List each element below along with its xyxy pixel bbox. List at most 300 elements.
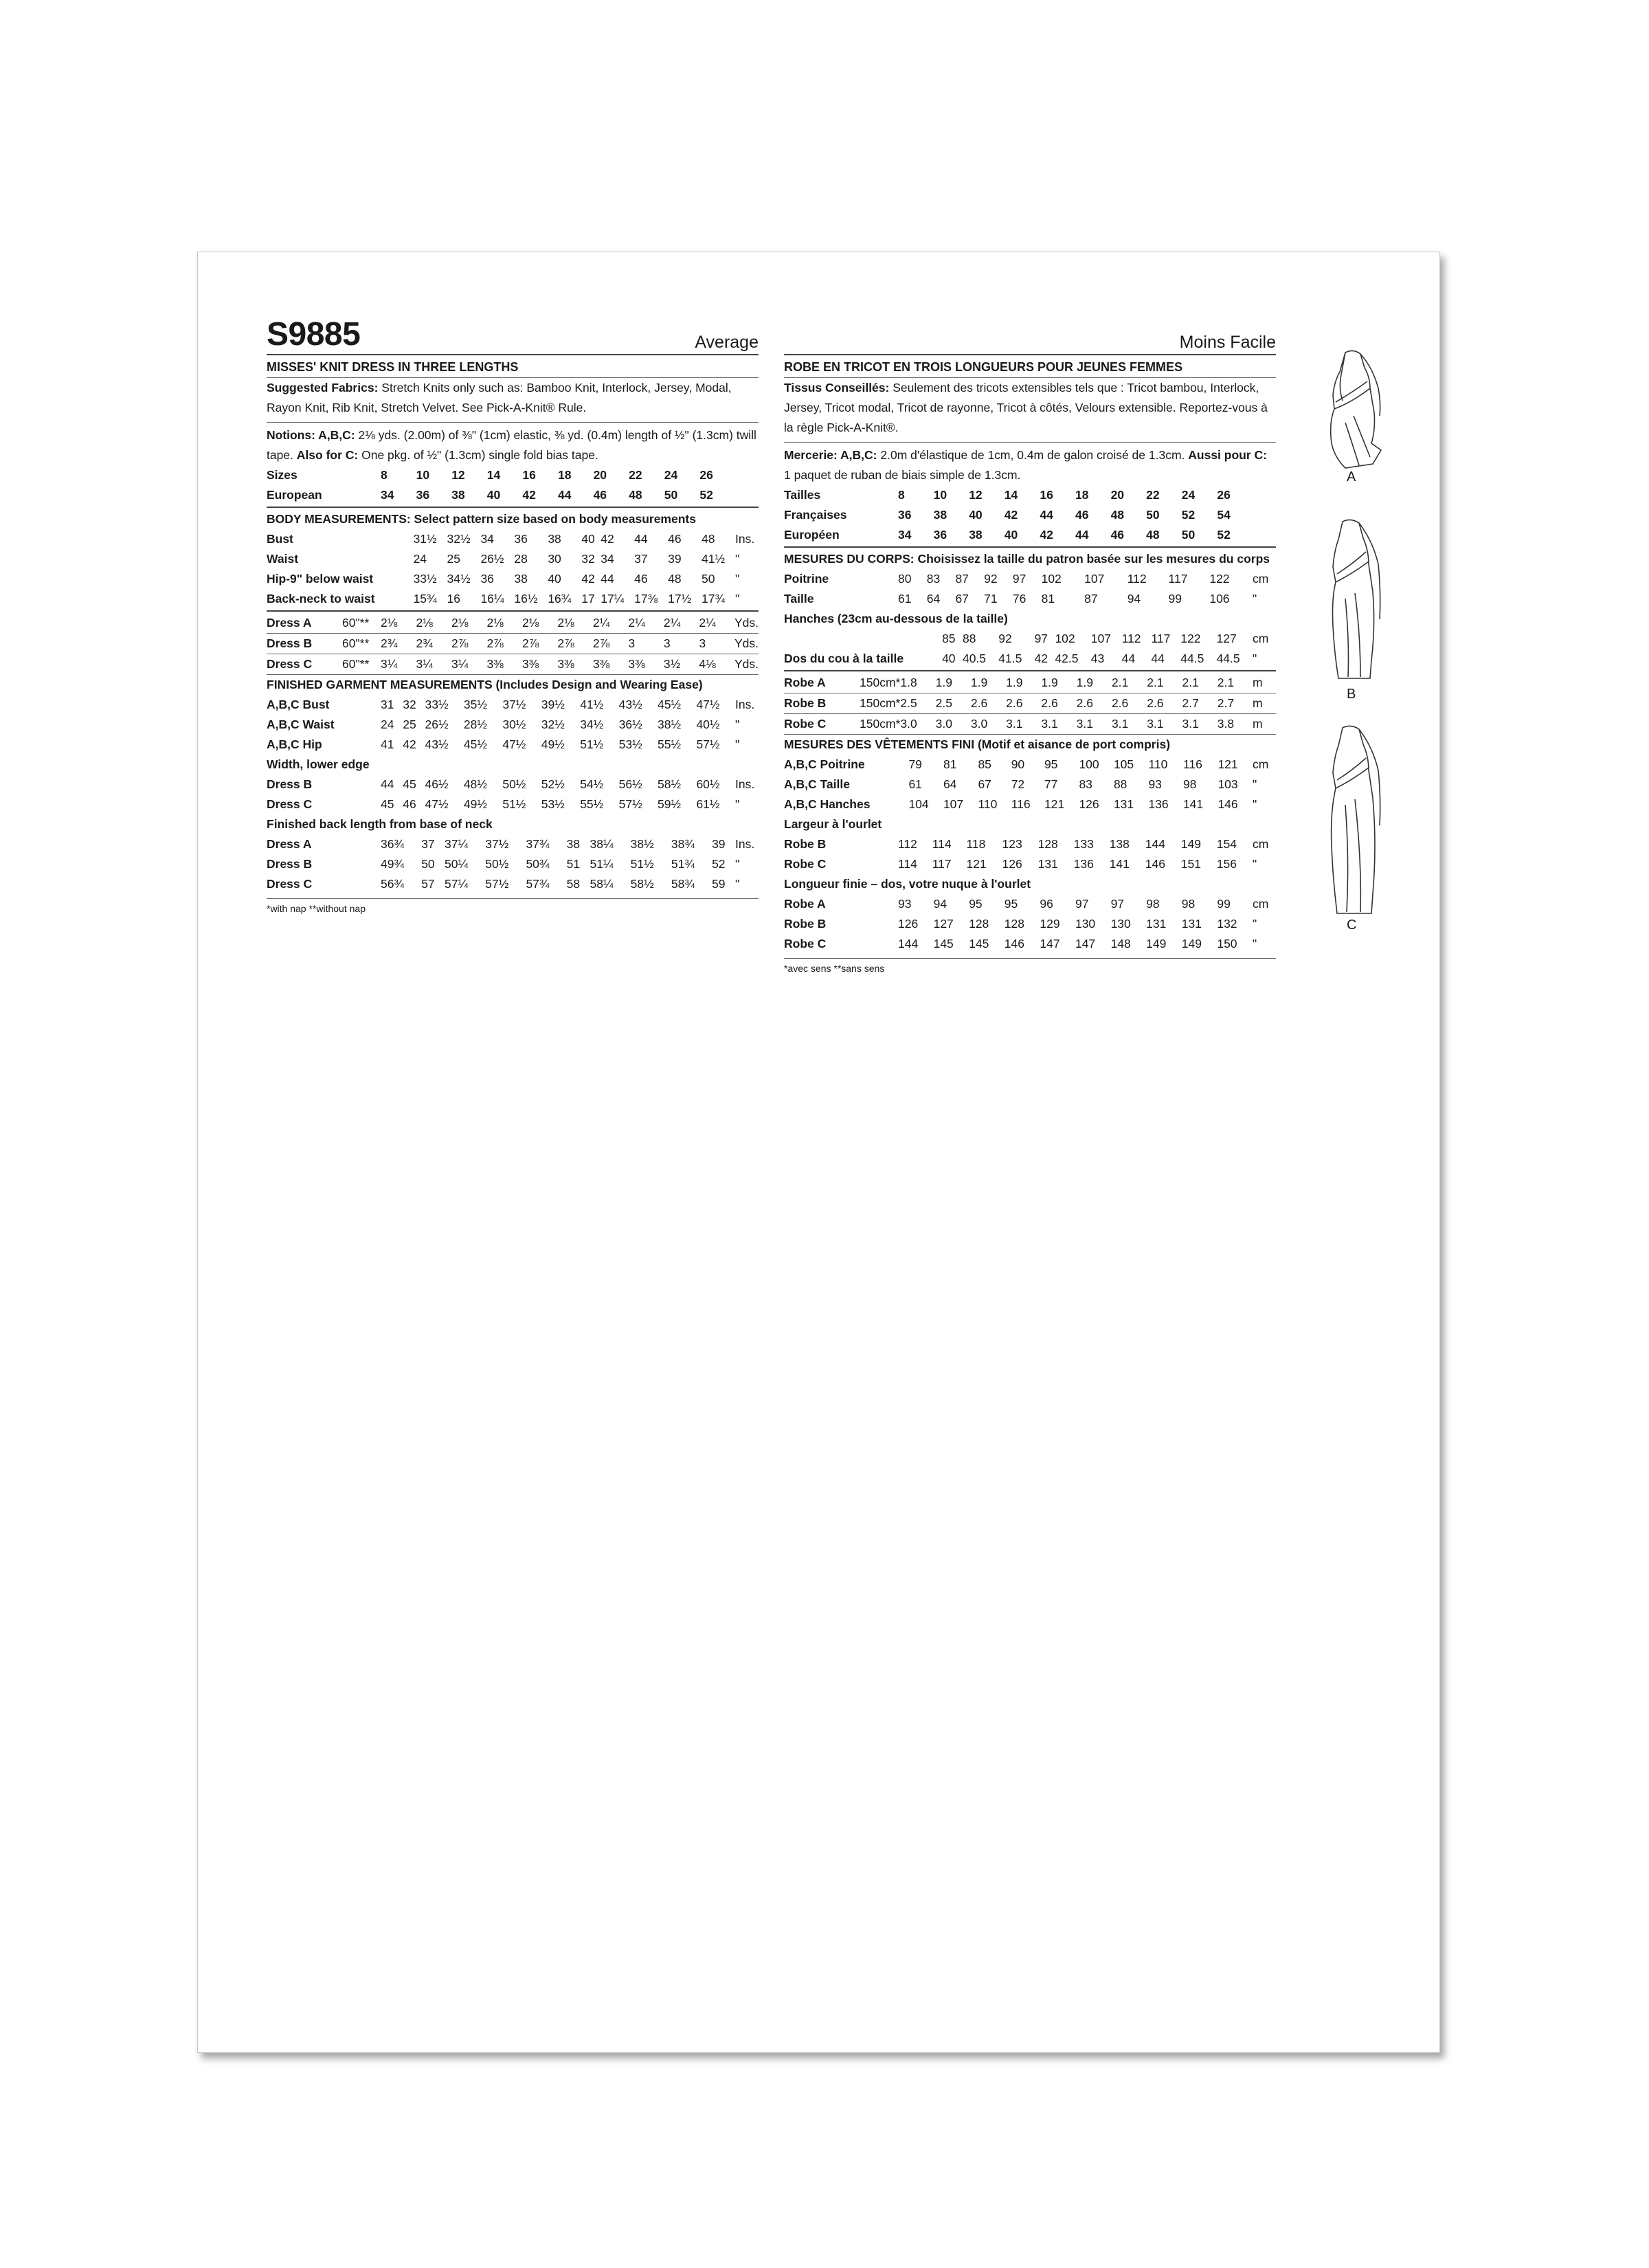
unit: " [735,797,740,811]
row-label: Dos du cou à la taille [784,652,904,665]
table-cell: 3.1 [1041,714,1076,735]
unit: Ins. [735,698,755,711]
table-cell: 107 [1090,632,1111,645]
table-cell: 2¼ [628,613,663,634]
table-cell: 40½ [696,718,720,731]
view-label: C [1347,918,1357,933]
table-row [784,649,1276,669]
table-row [267,854,759,874]
table-cell: 45½ [658,698,682,711]
table-cell: 16 [447,592,460,605]
notions-label: Notions: A,B,C: [267,428,355,442]
spacer [342,854,381,874]
table-cell: 131 [1146,917,1167,931]
table-cell: 40 [548,572,561,586]
table-cell: 46 [1075,508,1089,522]
fabric-width: 60"** [342,613,381,634]
table-cell: 3⅜ [522,654,557,675]
table-cell: 52 [699,488,713,502]
table-cell: 54 [1217,508,1231,522]
table-cell: 48 [702,532,715,546]
table-cell: 44 [1121,652,1136,665]
table-cell: 57¾ [526,877,550,891]
table-cell: 1.9 [1077,673,1112,693]
table-cell: 146 [1218,797,1238,811]
table-cell: 117 [932,857,952,871]
table-row [267,613,759,634]
spacer [860,485,898,505]
table-cell: 55½ [580,797,604,811]
spacer [860,589,898,609]
pattern-number: S9885 [267,316,361,353]
table-cell: 42 [601,532,614,546]
table-cell: 34 [480,532,494,546]
unit: cm [1253,897,1269,911]
row-label: Hip-9" below waist [267,572,374,586]
table-cell: 38½ [658,718,682,731]
table-cell: 31 [381,698,394,711]
table-cell: 3.1 [1006,714,1041,735]
divider [267,610,759,612]
table-cell: 59½ [658,797,682,811]
table-row [267,569,759,589]
row-label: Poitrine [784,572,829,586]
table-cell: 2⅞ [451,634,486,654]
view-label: B [1347,687,1356,702]
width-table [267,775,759,814]
table-cell: 42 [522,488,536,502]
table-cell: 131 [1181,917,1202,931]
table-cell: 110 [1148,757,1168,771]
table-cell: 20 [593,468,607,482]
table-cell: 50 [702,572,715,586]
table-cell: 147 [1075,937,1096,950]
table-cell: 92 [984,572,998,586]
table-cell: 3¼ [416,654,451,675]
table-cell: 2.1 [1147,673,1182,693]
spacer [870,775,908,794]
table-cell: 38 [933,508,947,522]
table-cell: 57 [421,877,435,891]
finished-measurements-table [267,695,759,755]
table-cell: 3.1 [1112,714,1147,735]
row-label: A,B,C Waist [267,718,335,731]
table-cell: 99 [1168,592,1182,605]
table-cell: 39½ [541,698,565,711]
table-cell: 26 [699,468,713,482]
table-cell: 71 [984,592,998,605]
table-cell: 97 [1110,897,1125,911]
spacer [342,874,381,894]
table-row [784,775,1276,794]
table-cell: 36 [480,572,494,586]
table-cell: 22 [1146,488,1160,502]
row-label: Dress C [267,877,313,891]
table-cell: 48 [668,572,682,586]
spacer [342,735,381,755]
table-cell: 2⅞ [486,634,521,654]
table-cell: 149 [1181,937,1202,950]
table-cell: 38 [514,572,528,586]
table-cell: 38¼ [590,837,614,851]
english-header [267,316,759,355]
table-cell: 117 [1168,572,1188,586]
table-cell: 144 [1145,837,1165,851]
divider [267,507,759,508]
table-row [784,589,1276,609]
table-cell: 50 [1181,528,1196,542]
notions-label-fr: Mercerie: A,B,C: [784,448,877,462]
table-cell: 46½ [425,777,449,791]
finished-measurements-heading: FINISHED GARMENT MEASUREMENTS (Includes Design and Wearing Ease) [267,678,703,691]
table-row [784,485,1276,505]
row-label: Robe A [784,673,860,693]
table-cell: 40 [969,508,983,522]
spacer [342,775,381,794]
unit: cm [1253,837,1269,851]
table-row [784,854,1276,874]
table-cell: 33½ [425,698,449,711]
table-cell: 126 [1079,797,1099,811]
pattern-title-fr: ROBE EN TRICOT EN TROIS LONGUEURS POUR JEUNES FEMMES [784,358,1276,378]
row-label: Taille [784,592,814,605]
spacer [860,525,898,545]
table-cell: 39 [712,837,726,851]
table-cell: 2.6 [1041,693,1076,714]
width-heading-fr: Largeur à l'ourlet [784,817,882,831]
table-cell: 133 [1073,837,1094,851]
table-cell: 88 [1113,777,1128,791]
table-cell: 38 [548,532,561,546]
size-table [267,465,759,505]
table-cell: 2⅛ [557,613,592,634]
unit: " [735,552,740,566]
table-cell: 3.1 [1077,714,1112,735]
table-cell: 94 [933,897,947,911]
fabrics-text: Stretch Knits only such as: Bamboo Knit, Interlock, Jersey, Modal, Rayon Knit, Rib Knit, Stretch Velvet. See Pick-A-Knit® Rule. [267,381,732,414]
fabric-width: 150cm* [860,714,900,735]
notions-c-label: Also for C: [296,448,359,462]
table-cell: 61 [898,592,912,605]
table-cell: 50½ [502,777,526,791]
dress-a-icon [1304,347,1407,478]
table-cell: 1.9 [1041,673,1076,693]
table-cell: 127 [933,917,954,931]
table-cell: 3 [664,634,699,654]
table-cell: 36 [898,508,912,522]
table-cell: 88 [962,632,976,645]
table-row [267,775,759,794]
table-cell: 47½ [696,698,720,711]
table-cell: 38 [566,837,581,851]
table-cell: 67 [978,777,991,791]
table-cell: 58½ [658,777,682,791]
table-cell: 37½ [485,837,509,851]
table-cell: 145 [969,937,989,950]
table-cell: 36 [416,488,430,502]
table-row [267,715,759,735]
table-cell: 99 [1217,897,1231,911]
table-cell: 122 [1209,572,1230,586]
table-cell: 103 [1218,777,1238,791]
table-row [267,465,759,485]
spacer [904,629,942,649]
table-cell: 16 [522,468,536,482]
table-cell: 46 [593,488,607,502]
table-cell: 43½ [618,698,642,711]
unit: Ins. [735,532,755,546]
table-cell: 58½ [630,877,654,891]
row-label: Waist [267,552,299,566]
spacer [904,649,942,669]
table-cell: 131 [1037,857,1058,871]
unit: cm [1253,632,1269,645]
spacer [860,914,898,934]
spacer [342,695,381,715]
table-cell: 136 [1073,857,1094,871]
divider [784,670,1276,671]
unit: " [1253,777,1257,791]
length-table-fr [784,894,1276,954]
table-row [784,525,1276,545]
row-label: Robe B [784,837,827,851]
table-cell: 79 [908,757,922,771]
table-cell: 149 [1146,937,1167,950]
table-cell: 15¾ [413,592,437,605]
table-cell: 141 [1182,797,1204,811]
spacer [375,569,414,589]
table-cell: 98 [1181,897,1196,911]
spacer [860,834,898,854]
table-cell: 95 [1004,897,1018,911]
row-label: Dress C [267,797,313,811]
table-cell: 49¾ [381,857,405,871]
table-cell: 76 [1012,592,1027,605]
unit: m [1253,693,1276,714]
table-cell: 53½ [618,737,642,751]
unit: " [735,737,740,751]
row-label: Dress B [267,777,313,791]
table-cell: 49½ [541,737,565,751]
table-cell: 14 [1004,488,1018,502]
table-row [784,505,1276,525]
table-cell: 32 [403,698,416,711]
table-cell: 100 [1079,757,1099,771]
table-cell: 56¾ [381,877,405,891]
table-cell: 2⅞ [557,634,592,654]
size-table-fr [784,485,1276,545]
table-cell: 104 [908,797,929,811]
table-cell: 81 [1041,592,1055,605]
table-cell: 37¾ [526,837,550,851]
table-cell: 44 [601,572,614,586]
table-cell: 145 [933,937,954,950]
row-label: Dress A [267,613,342,634]
table-cell: 17½ [668,592,692,605]
table-cell: 42 [1004,508,1018,522]
table-cell: 37½ [502,698,526,711]
table-cell: 121 [1044,797,1065,811]
table-cell: 44 [557,488,572,502]
table-cell: 50¾ [526,857,550,871]
table-cell: 2⅛ [416,613,451,634]
table-cell: 42 [1034,652,1048,665]
table-cell: 38 [969,528,983,542]
view-label: A [1347,469,1356,485]
unit: " [735,572,740,586]
table-cell: 61 [908,777,922,791]
table-cell: 17¼ [601,592,625,605]
table-cell: 52 [712,857,726,871]
table-cell: 147 [1040,937,1060,950]
table-cell: 52 [1181,508,1196,522]
table-cell: 3¼ [381,654,416,675]
table-cell: 16 [1040,488,1053,502]
row-label: Robe C [784,857,827,871]
table-cell: 52½ [541,777,565,791]
table-cell: 40 [486,488,501,502]
table-cell: 87 [1084,592,1098,605]
table-cell: 98 [1146,897,1160,911]
spacer [860,854,898,874]
table-cell: 10 [416,468,430,482]
dress-b-icon [1304,516,1407,688]
table-cell: 24 [664,468,678,482]
table-cell: 50 [421,857,435,871]
table-cell: 40.5 [962,652,987,665]
table-cell: 42 [581,572,595,586]
unit: " [1253,937,1257,950]
notions-fr [784,445,1276,485]
table-cell: 95 [969,897,983,911]
table-cell: 107 [943,797,964,811]
table-cell: 59 [712,877,726,891]
row-label: A,B,C Hanches [784,797,871,811]
fabric-width: 150cm* [860,673,900,693]
row-label: Dress A [267,837,312,851]
table-cell: 151 [1180,857,1201,871]
table-cell: 34½ [447,572,471,586]
length-table [267,834,759,894]
table-cell: 16¼ [480,592,504,605]
table-cell: 46 [634,572,648,586]
table-cell: 2¾ [416,634,451,654]
row-label: Françaises [784,508,847,522]
table-cell: 31½ [413,532,437,546]
row-label: Dress B [267,634,342,654]
table-cell: 121 [1218,757,1238,771]
table-row [784,755,1276,775]
table-cell: 42 [1040,528,1053,542]
table-row [784,693,1276,714]
table-row [784,894,1276,914]
table-cell: 146 [1004,937,1024,950]
table-cell: 8 [898,488,905,502]
table-cell: 36¾ [381,837,405,851]
row-label: A,B,C Bust [267,698,330,711]
table-cell: 2.7 [1218,693,1253,714]
notions-text-fr: 2.0m d'élastique de 1cm, 0.4m de galon croisé de 1.3cm. [877,448,1189,462]
table-cell: 8 [381,468,388,482]
table-cell: 132 [1217,917,1237,931]
table-cell: 141 [1109,857,1130,871]
unit [1253,485,1276,505]
table-cell: 17 [581,592,595,605]
table-cell: 20 [1110,488,1125,502]
hip-table-fr [784,629,1276,669]
yardage-table [267,613,759,675]
table-cell: 18 [557,468,572,482]
unit [1253,505,1276,525]
table-cell: 45 [381,797,394,811]
table-cell: 64 [926,592,941,605]
table-cell: 41 [381,737,394,751]
table-cell: 17⅜ [634,592,658,605]
table-cell: 57½ [696,737,720,751]
table-cell: 47½ [425,797,449,811]
table-cell: 57¼ [445,877,469,891]
table-cell: 49½ [463,797,487,811]
row-label: Tailles [784,488,821,502]
spacer [860,569,898,589]
table-cell: 2.6 [1112,693,1147,714]
row-label: A,B,C Taille [784,777,850,791]
length-heading: Finished back length from base of neck [267,817,493,831]
table-cell: 25 [403,718,416,731]
table-cell: 46 [1110,528,1125,542]
table-cell: 121 [966,857,987,871]
unit: Yds. [734,634,759,654]
table-row [267,654,759,675]
table-cell: 44 [1040,508,1053,522]
table-cell: 93 [898,897,912,911]
table-cell: 56½ [618,777,642,791]
table-cell: 22 [629,468,642,482]
table-cell: 51½ [630,857,654,871]
table-cell: 3.0 [900,714,935,735]
difficulty-level-fr: Moins Facile [1179,333,1276,352]
table-cell: 2⅞ [522,634,557,654]
table-cell: 24 [381,718,394,731]
table-cell: 58 [566,877,581,891]
table-cell: 112 [1121,632,1141,645]
fabrics-label-fr: Tissus Conseillés: [784,381,890,394]
table-cell: 54½ [580,777,604,791]
pattern-envelope-back [197,252,1440,2053]
table-cell: 50 [1146,508,1160,522]
table-cell: 146 [1145,857,1165,871]
table-cell: 57½ [485,877,509,891]
table-cell: 28½ [463,718,487,731]
table-cell: 2.5 [900,693,935,714]
table-cell: 50¼ [445,857,469,871]
table-cell: 3⅜ [557,654,592,675]
row-label [784,629,904,649]
table-cell: 150 [1217,937,1237,950]
footnote-fr: *avec sens **sans sens [784,958,1276,974]
table-cell: 60½ [696,777,720,791]
table-cell: 128 [1037,837,1058,851]
table-cell: 10 [933,488,947,502]
table-cell: 47½ [502,737,526,751]
dress-c-icon [1304,722,1407,922]
table-cell: 3.1 [1182,714,1217,735]
spacer [375,549,414,569]
notions-c-text-fr: 1 paquet de ruban de biais simple de 1.3cm. [784,468,1021,482]
unit: Ins. [735,777,755,791]
table-row [267,589,759,609]
table-cell: 2.1 [1218,673,1253,693]
